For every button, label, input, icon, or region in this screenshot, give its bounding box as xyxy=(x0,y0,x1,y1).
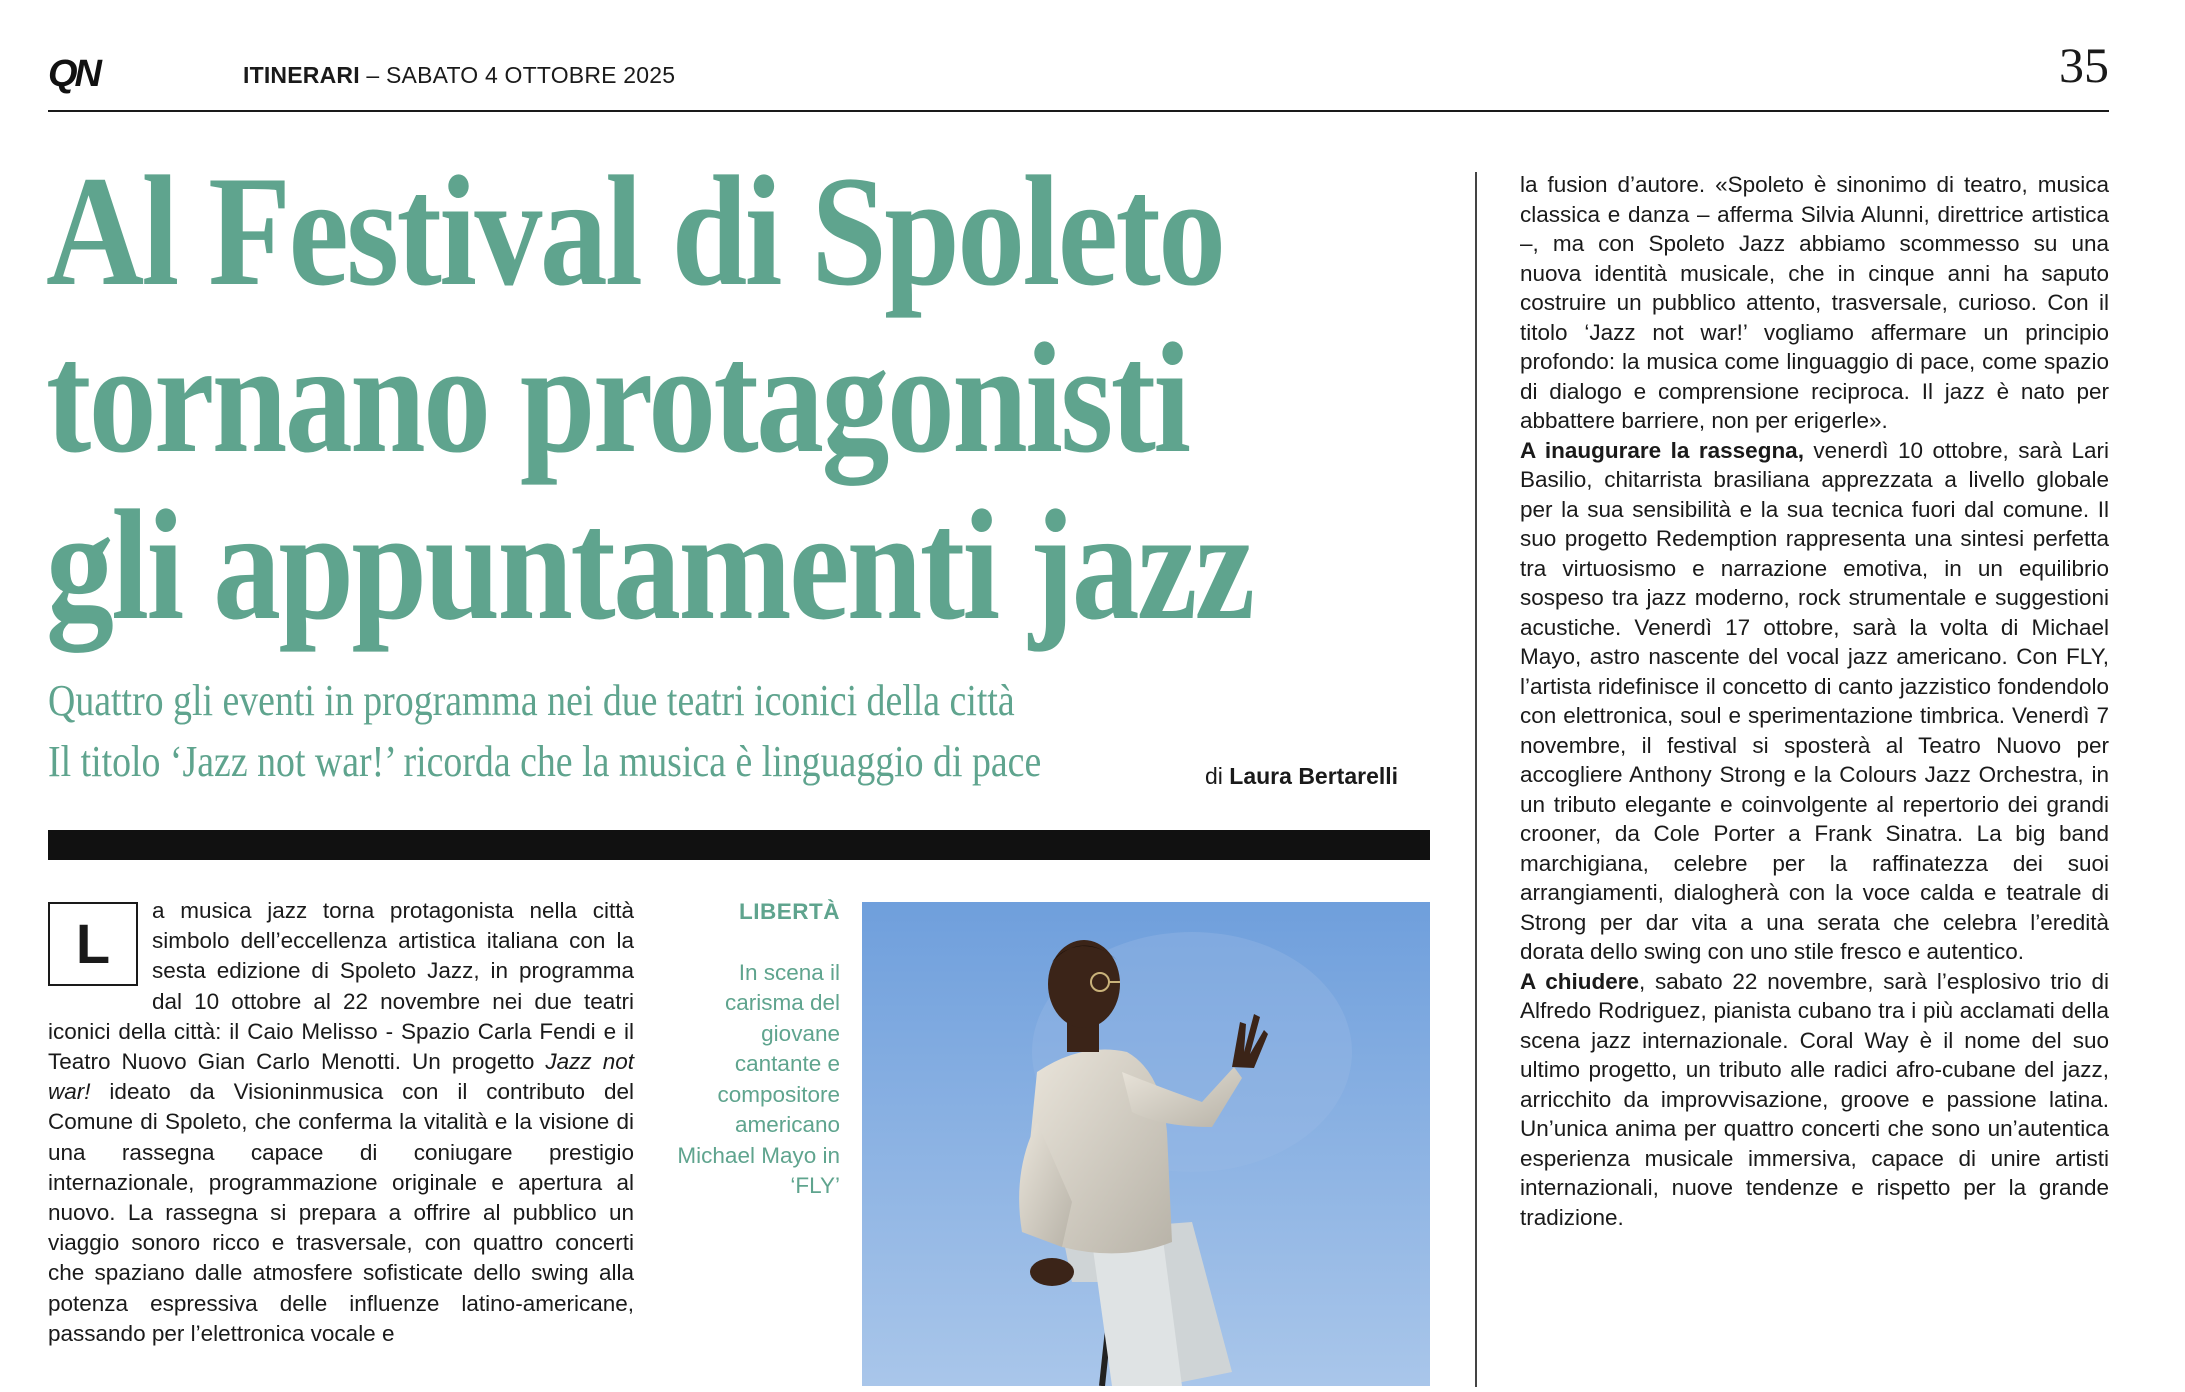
project-title: Jazz not war! xyxy=(48,1049,634,1105)
headline-line-3: gli appuntamenti jazz xyxy=(46,478,1253,653)
photo-michael-mayo xyxy=(862,902,1430,1386)
qn-logo xyxy=(48,50,124,94)
byline-prefix: di xyxy=(1205,763,1230,789)
byline xyxy=(1205,763,1398,790)
header-separator: – xyxy=(359,62,386,88)
article-lead-text: a musica jazz torna protagonista nella città simbolo dell’eccellenza artistica italiana con la sesta edizione di Spoleto Jazz, in programma dal 10 ottobre al 22 novembre nei due teatri iconici della città: il Caio Melisso - Spazio Carla Fendi e il Teatro Nuovo Gian Carlo Menotti. Un progetto xyxy=(48,898,634,1075)
article-column-left xyxy=(48,896,634,1349)
header-date: SABATO 4 OTTOBRE 2025 xyxy=(385,62,676,88)
subtitle-line-2: Il titolo ‘Jazz not war!’ ricorda che la musica è linguaggio di pace xyxy=(48,737,1042,786)
divider-bar xyxy=(48,830,1430,860)
paragraph-2-lead: A inaugurare la rassegna, xyxy=(1520,437,1804,463)
photo-caption xyxy=(670,897,840,1202)
caption-text: In scena il carisma del giovane cantante e compositore americano Michael Mayo in ‘FLY’ xyxy=(677,959,840,1198)
column-divider xyxy=(1475,172,1477,1387)
byline-author: Laura Bertarelli xyxy=(1229,763,1399,789)
section-header xyxy=(243,62,675,89)
article-left-text: ideato da Visioninmusica con il contributo del Comune di Spoleto, che conferma la vitalità e la visione di una rassegna capace di coniugare prestigio internazionale, programmazione originale e apertura al nuovo. La rassegna si prepara a offrire al pubblico un viaggio sonoro ricco e trasversale, con quattro concerti che spaziano dalle atmosfere sofisticate dello swing alla potenza espressiva delle influenze latino-americane, passando per l’elettronica vocale e xyxy=(48,1079,634,1346)
drop-cap: L xyxy=(48,902,138,986)
svg-text:QN: QN xyxy=(48,53,99,94)
paragraph-3-text: , sabato 22 novembre, sarà l’esplosivo trio di Alfredo Rodriguez, pianista cubano tra i più acclamati della scena jazz internazionale. Coral Way è il nome del suo ultimo progetto, un tributo alle radici afro-cubane del jazz, arricchito da improvvisazione, groove e passione latina. Un’unica anima per quattro concerti che sono un’autentica esperienza musicale immersiva, capace di unire artisti internazionali, nuove tendenze e rispetto per la grande tradizione. xyxy=(1520,968,2109,1230)
article-paragraph-2 xyxy=(1520,436,2109,967)
article-paragraph-1: la fusion d’autore. «Spoleto è sinonimo di teatro, musica classica e danza – afferma Silvia Alunni, direttrice artistica –, ma con Spoleto Jazz abbiamo scommesso su una nuova identità musicale, che in cinque anni ha saputo costruire un pubblico attento, trasversale, curioso. Con il titolo ‘Jazz not war!’ vogliamo affermare un principio profondo: la musica come linguaggio di pace, come spazio di dialogo e comprensione reciproca. Il jazz è nato per abbattere barriere, non per erigerle». xyxy=(1520,172,2109,433)
caption-label: LIBERTÀ xyxy=(739,899,840,924)
paragraph-3-lead: A chiudere xyxy=(1520,968,1639,994)
section-name: ITINERARI xyxy=(243,62,360,88)
page-number: 35 xyxy=(2059,37,2109,93)
headline-line-1: Al Festival di Spoleto xyxy=(46,144,1224,319)
subtitle xyxy=(48,670,1228,792)
headline xyxy=(46,144,1426,653)
subtitle-line-1: Quattro gli eventi in programma nei due teatri iconici della città xyxy=(48,676,1015,725)
header-rule xyxy=(48,110,2109,112)
article-paragraph-3 xyxy=(1520,967,2109,1233)
article-column-right xyxy=(1520,170,2109,1232)
headline-line-2: tornano protagonisti xyxy=(46,311,1189,486)
paragraph-2-text: venerdì 10 ottobre, sarà Lari Basilio, chitarrista brasiliana apprezzata a livello globale per la sua sensibilità e la sua tecnica fuori dal comune. Il suo progetto Redemption rappresenta una sintesi perfetta tra virtuosismo e narrazione emotiva, in un equilibrio sospeso tra jazz moderno, rock strumentale e suggestioni acustiche. Venerdì 17 ottobre, sarà la volta di Michael Mayo, astro nascente del vocal jazz americano. Con FLY, l’artista ridefinisce il concetto di canto jazzistico fondendolo con elettronica, soul e sperimentazione timbrica. Venerdì 7 novembre, il festival si sposterà al Teatro Nuovo per accogliere Anthony Strong e la Colours Jazz Orchestra, in un tributo elegante e coinvolgente al repertorio dei grandi crooner, da Cole Porter a Frank Sinatra. La big band marchigiana, celebre per la raffinatezza dei suoi arrangiamenti, dialogherà con la voce calda e teatrale di Strong per dar vita a una serata che celebra l’eredità dorata dello swing con uno stile fresco e autentico. xyxy=(1520,437,2109,964)
